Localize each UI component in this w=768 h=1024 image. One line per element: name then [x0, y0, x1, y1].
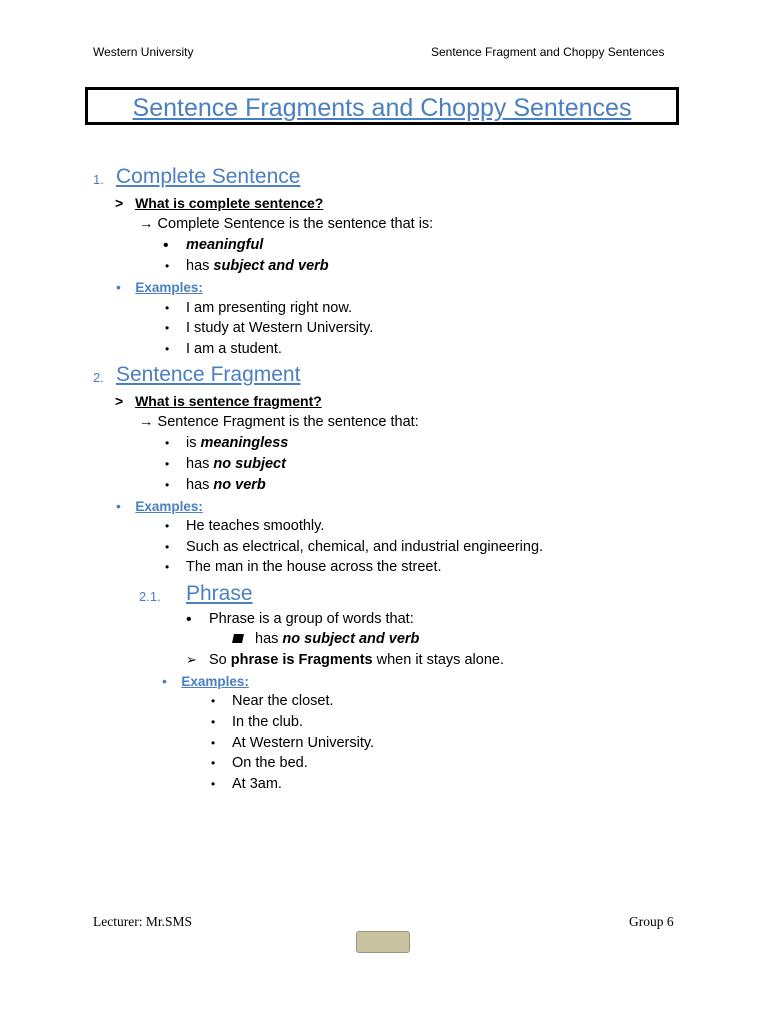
bullet-icon: •	[163, 237, 169, 254]
bullet-icon: •	[165, 478, 170, 492]
list-item: • is meaningless	[165, 435, 289, 451]
emphasis-text: subject and verb	[213, 258, 329, 274]
section-2-1-examples-label: • Examples:	[162, 673, 249, 689]
bullet-icon: •	[165, 519, 170, 533]
section-2-1-heading: Phrase	[186, 582, 253, 605]
title-box	[85, 87, 679, 125]
section-2-1-number: 2.1.	[139, 589, 161, 604]
bullet-icon: •	[165, 342, 170, 356]
phrase-definition: • Phrase is a group of words that:	[186, 611, 414, 628]
section-1-examples-label: • Examples:	[116, 279, 203, 295]
phrase-sub-item: has no subject and verb	[233, 631, 243, 647]
emphasis-text: meaningless	[200, 435, 289, 451]
section-2-number: 2.	[93, 370, 104, 385]
page-number-box	[356, 931, 410, 953]
list-item: • I am a student.	[165, 341, 282, 357]
question-text: What is sentence fragment?	[135, 393, 322, 409]
footer-left: Lecturer: Mr.SMS	[93, 914, 192, 929]
arrow-right-icon: →	[139, 216, 154, 232]
bullet-icon: •	[162, 673, 167, 689]
list-item: • I am presenting right now.	[165, 300, 353, 316]
section-1-definition	[139, 216, 433, 232]
list-item: • Such as electrical, chemical, and industrial engineering.	[165, 539, 544, 555]
section-2-heading: Sentence Fragment	[116, 363, 301, 386]
chevron-icon: >	[115, 195, 124, 211]
bullet-icon: •	[116, 498, 121, 514]
list-item: • At Western University.	[211, 735, 375, 751]
section-2-question	[115, 393, 322, 409]
bullet-icon: •	[116, 279, 121, 295]
definition-text: Sentence Fragment is the sentence that:	[157, 414, 419, 430]
bullet-icon: •	[165, 560, 170, 574]
list-item: • On the bed.	[211, 755, 308, 771]
bullet-icon: •	[211, 694, 216, 708]
section-1-heading: Complete Sentence	[116, 165, 301, 188]
bullet-icon: •	[211, 736, 216, 750]
bullet-icon: •	[165, 259, 170, 273]
bullet-icon: •	[186, 611, 192, 628]
list-item: • has no verb	[165, 477, 266, 493]
list-item: • I study at Western University.	[165, 320, 374, 336]
list-item: • has no subject	[165, 456, 286, 472]
header-right: Sentence Fragment and Choppy Sentences	[431, 45, 665, 59]
question-text: What is complete sentence?	[135, 195, 324, 211]
section-1-question	[115, 195, 323, 211]
list-item: • He teaches smoothly.	[165, 518, 325, 534]
bullet-icon: •	[165, 301, 170, 315]
section-2-definition	[139, 414, 419, 430]
bullet-icon: •	[211, 715, 216, 729]
section-2-examples-label: • Examples:	[116, 498, 203, 514]
emphasis-text: no verb	[213, 477, 266, 493]
bullet-icon: •	[165, 540, 170, 554]
header-left: Western University	[93, 45, 194, 59]
list-item: • In the club.	[211, 714, 303, 730]
document-title: Sentence Fragments and Choppy Sentences	[132, 94, 632, 122]
square-bullet-icon	[232, 634, 244, 643]
chevron-icon: >	[115, 393, 124, 409]
list-item: • The man in the house across the street.	[165, 559, 442, 575]
phrase-conclusion: ➢ So phrase is Fragments when it stays alone.	[186, 652, 504, 668]
arrowhead-bullet-icon: ➢	[186, 652, 197, 667]
bullet-icon: •	[211, 756, 216, 770]
list-item: • At 3am.	[211, 776, 282, 792]
section-1-number: 1.	[93, 172, 104, 187]
list-item: • Near the closet.	[211, 693, 334, 709]
definition-text: Complete Sentence is the sentence that is:	[157, 216, 434, 232]
list-item: • has subject and verb	[165, 258, 329, 274]
emphasis-text: no subject	[213, 456, 286, 472]
arrow-right-icon: →	[139, 414, 154, 430]
bullet-icon: •	[211, 777, 216, 791]
bullet-icon: •	[165, 321, 170, 335]
bullet-icon: •	[165, 436, 170, 450]
emphasis-text: no subject and verb	[282, 631, 420, 647]
bold-text: phrase is Fragments	[230, 652, 373, 668]
list-item	[163, 237, 264, 255]
emphasis-text: meaningful	[186, 237, 264, 253]
bullet-icon: •	[165, 457, 170, 471]
footer-right: Group 6	[629, 914, 674, 929]
